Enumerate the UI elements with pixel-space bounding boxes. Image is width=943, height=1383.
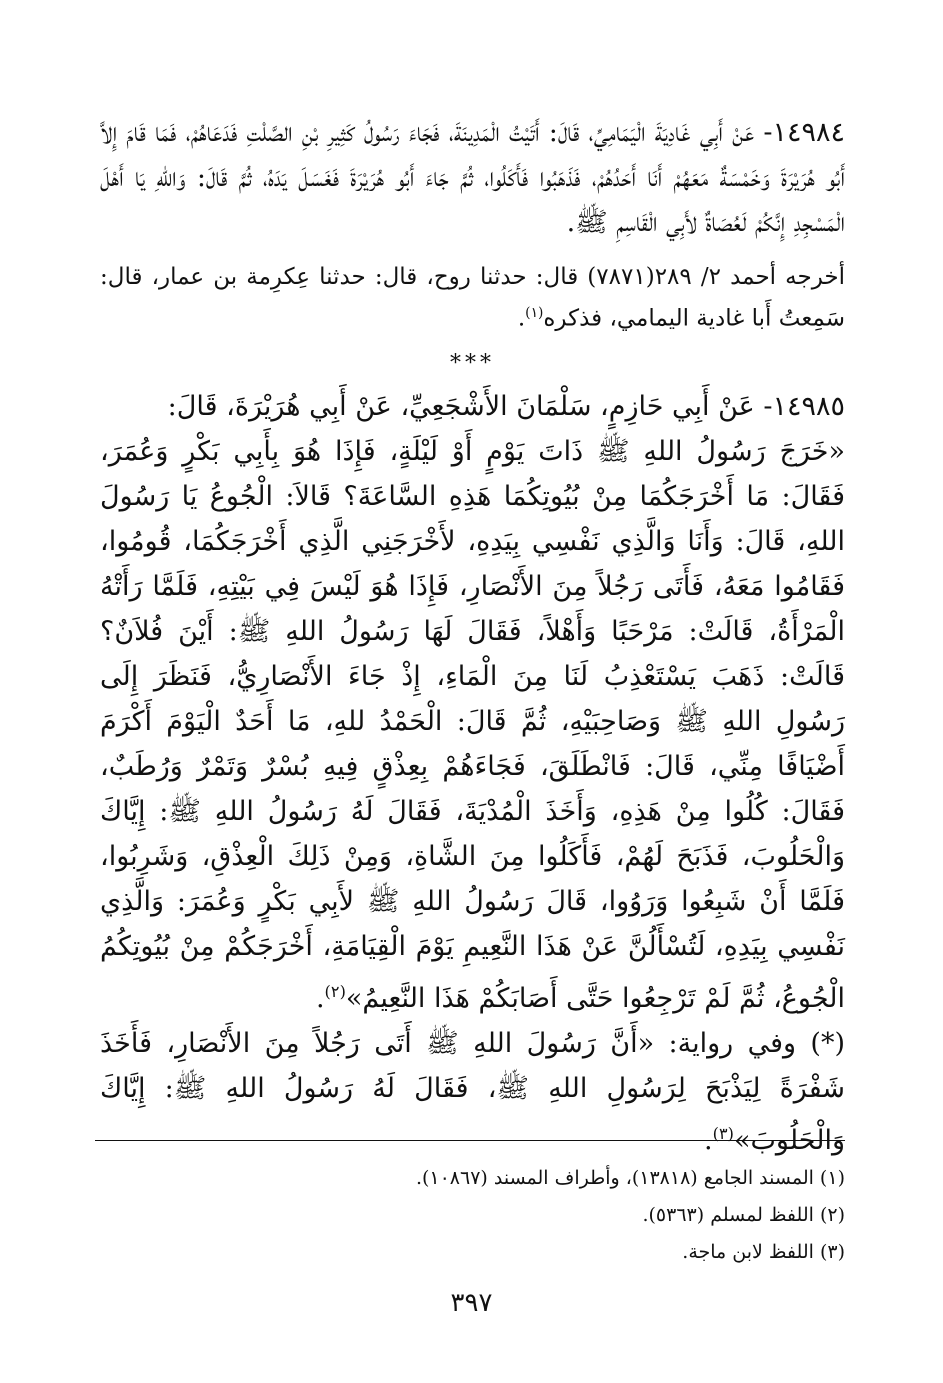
riwaya-note (100, 1021, 845, 1163)
hadith-14984 (100, 110, 845, 245)
page-body (100, 110, 845, 1163)
footnote-1: (١) المسند الجامع (١٣٨١٨)، وأطراف المسند (١٠٨٦٧). (415, 1167, 845, 1189)
page-number: ٣٩٧ (450, 1288, 493, 1318)
footnotes (95, 1160, 845, 1271)
footnote-divider (95, 1140, 845, 1141)
riwaya-end: . (704, 1124, 713, 1156)
footnote-3: (٣) اللفظ لابن ماجة. (682, 1241, 845, 1263)
riwaya-text: (*) وفي رواية: «أَنَّ رَسُولَ اللهِ ﷺ أَتَى رَجُلاً مِنَ الأَنْصَارِ، فَأَخَذَ شَفْرَةً لِيَذْبَحَ لِرَسُولِ اللهِ ﷺ، فَقَالَ لَهُ رَسُولُ اللهِ ﷺ: إِيَّاكَ وَالْحَلُوبَ» (100, 1027, 845, 1156)
hadith-14984-text: ١٤٩٨٤- عَنْ أَبِي غَادِيَةَ الْيَمَامِيِّ، قَالَ: أَتَيْتُ الْمَدِينَةَ، فَجَاءَ رَسُولُ كَثِيرِ بْنِ الصَّلْتِ فَدَعَاهُمْ، فَمَا قَامَ إِلاَّ أَبُو هُرَيْرَةَ وَخَمْسَةٌ مَعَهُمْ أَنَا أَحَدُهُمْ، فَذَهَبُوا فَأَكَلُوا، ثُمَّ جَاءَ أَبُو هُرَيْرَةَ فَغَسَلَ يَدَهُ، ثُمَّ قَالَ: وَاللهِ يَا أَهْلَ الْمَسْجِدِ إِنَّكُمْ لَعُصَاةٌ لأَبِي الْقَاسِمِ ﷺ. (100, 117, 845, 238)
footnote-ref-1[interactable]: (١) (525, 305, 544, 321)
takhrij-14984-text: أخرجه أحمد ٢/ ٢٨٩(٧٨٧١) قال: حدثنا روح، قال: حدثنا عِكرِمة بن عمار، قال: سَمِعتُ أَبا غادية اليمامي، فذكره (100, 264, 845, 332)
footnote-ref-3[interactable]: (٣) (712, 1123, 734, 1143)
takhrij-14984 (100, 259, 845, 337)
hadith-14985 (100, 384, 845, 1021)
hadith-14985-matn: «خَرَجَ رَسُولُ اللهِ ﷺ ذَاتَ يَوْمٍ أَوْ لَيْلَةٍ، فَإِذَا هُوَ بِأَبِي بَكْرٍ وَعُمَرَ، فَقَالَ: مَا أَخْرَجَكُمَا مِنْ بُيُوتِكُمَا هَذِهِ السَّاعَةَ؟ قَالاَ: الْجُوعُ يَا رَسُولَ اللهِ، قَالَ: وَأَنَا وَالَّذِي نَفْسِي بِيَدِهِ، لأَخْرَجَنِي الَّذِي أَخْرَجَكُمَا، قُومُوا، فَقَامُوا مَعَهُ، فَأَتَى رَجُلاً مِنَ الأَنْصَارِ، فَإِذَا هُوَ لَيْسَ فِي بَيْتِهِ، فَلَمَّا رَأَتْهُ الْمَرْأَةُ، قَالَتْ: مَرْحَبًا وَأَهْلاً، فَقَالَ لَهَا رَسُولُ اللهِ ﷺ: أَيْنَ فُلاَنٌ؟ قَالَتْ: ذَهَبَ يَسْتَعْذِبُ لَنَا مِنَ الْمَاءِ، إِذْ جَاءَ الأَنْصَارِيُّ، فَنَظَرَ إِلَى رَسُولِ اللهِ ﷺ وَصَاحِبَيْهِ، ثُمَّ قَالَ: الْحَمْدُ للهِ، مَا أَحَدٌ الْيَوْمَ أَكْرَمَ أَضْيَافًا مِنِّي، قَالَ: فَانْطَلَقَ، فَجَاءَهُمْ بِعِذْقٍ فِيهِ بُسْرٌ وَتَمْرٌ وَرُطَبٌ، فَقَالَ: كُلُوا مِنْ هَذِهِ، وَأَخَذَ الْمُدْيَةَ، فَقَالَ لَهُ رَسُولُ اللهِ ﷺ: إِيَّاكَ وَالْحَلُوبَ، فَذَبَحَ لَهُمْ، فَأَكَلُوا مِنَ الشَّاةِ، وَمِنْ ذَلِكَ الْعِذْقِ، وَشَرِبُوا، فَلَمَّا أَنْ شَبِعُوا وَرَوُوا، قَالَ رَسُولُ اللهِ ﷺ لأَبِي بَكْرٍ وَعُمَرَ: وَالَّذِي نَفْسِي بِيَدِهِ، لَتُسْأَلُنَّ عَنْ هَذَا النَّعِيمِ يَوْمَ الْقِيَامَةِ، أَخْرَجَكُمْ مِنْ بُيُوتِكُمُ الْجُوعُ، ثُمَّ لَمْ تَرْجِعُوا حَتَّى أَصَابَكُمْ هَذَا النَّعِيمُ» (100, 435, 845, 1014)
footnote-ref-2[interactable]: (٢) (324, 981, 346, 1001)
footnote-2: (٢) اللفظ لمسلم (٥٣٦٣). (642, 1204, 845, 1226)
hadith-14985-end: . (315, 982, 325, 1014)
section-separator: *** (450, 350, 495, 376)
takhrij-14984-end: . (517, 305, 526, 332)
hadith-14985-isnad: ١٤٩٨٥- عَنْ أَبِي حَازِمٍ، سَلْمَانَ الأَشْجَعِيِّ، عَنْ أَبِي هُرَيْرَةَ، قَالَ: (167, 390, 845, 422)
